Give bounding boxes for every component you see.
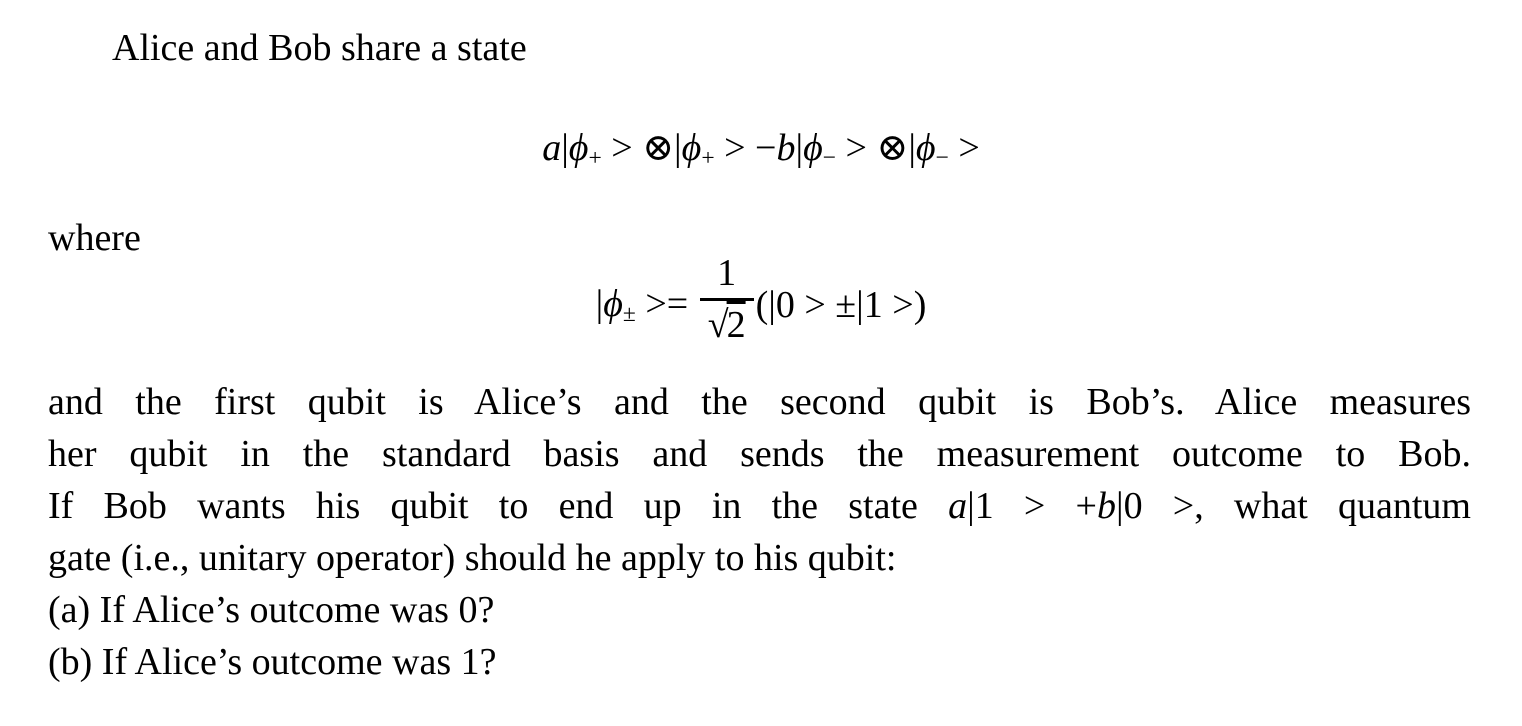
paragraph-line-2: her qubit in the standard basis and sends the measurement outcome to Bob. xyxy=(48,433,1471,475)
ket-zero: 0 xyxy=(775,283,795,326)
subscript-minus: − xyxy=(935,145,949,172)
ket-bar: | xyxy=(561,127,569,169)
intro-line: Alice and Bob share a state xyxy=(112,27,527,69)
line3-text-pre: If Bob wants his qubit to end up in the state xyxy=(48,485,949,527)
plus-symbol: + xyxy=(1075,485,1097,527)
var-b: b xyxy=(776,127,796,169)
paragraph-line-4: gate (i.e., unitary operator) should he apply to his qubit: xyxy=(48,537,897,579)
subscript-plus: + xyxy=(701,145,715,172)
phi-symbol: ϕ xyxy=(603,282,623,325)
ket-bar: | xyxy=(1115,485,1124,527)
phi-symbol: ϕ xyxy=(681,127,702,169)
ket-bar: | xyxy=(795,127,804,169)
gt-symbol: > xyxy=(948,127,980,169)
sqrt-radical-symbol: √ xyxy=(707,303,729,346)
gte-relation: >= xyxy=(635,282,698,325)
gt-symbol: > xyxy=(1142,485,1195,527)
subscript-plus: + xyxy=(588,145,602,172)
question-item-a: (a) If Alice’s outcome was 0? xyxy=(48,589,495,631)
ket-bar: | xyxy=(967,485,975,527)
gt-symbol: > xyxy=(601,127,643,169)
inline-math-target-state xyxy=(948,485,1194,527)
subscript-minus: − xyxy=(822,145,837,172)
ket-bar: | xyxy=(856,283,864,326)
fraction-denominator xyxy=(700,298,754,348)
gt-symbol: > xyxy=(836,127,877,169)
otimes-symbol: ⊗ xyxy=(642,127,675,169)
equation-shared-state xyxy=(0,122,1522,184)
paragraph-line-3 xyxy=(48,480,1471,532)
ket-one: 1 xyxy=(863,283,883,326)
eq2-right-side xyxy=(756,285,927,327)
subscript-plus-minus: ± xyxy=(622,300,636,327)
var-a: a xyxy=(542,127,562,169)
gt-symbol: > xyxy=(993,485,1076,527)
ket-one: 1 xyxy=(974,485,994,527)
ket-zero: 0 xyxy=(1123,485,1143,527)
phi-symbol: ϕ xyxy=(568,127,589,169)
sqrt-radicand: 2 xyxy=(726,303,746,346)
left-paren: ( xyxy=(755,283,769,326)
ket-bar: | xyxy=(674,127,682,169)
phi-symbol: ϕ xyxy=(915,127,936,169)
minus-symbol: − xyxy=(755,127,777,169)
ket-bar: | xyxy=(908,127,916,169)
otimes-symbol: ⊗ xyxy=(876,127,909,169)
fraction-numerator: 1 xyxy=(717,252,737,294)
question-item-b: (b) If Alice’s outcome was 1? xyxy=(48,641,497,683)
var-a: a xyxy=(948,485,968,527)
var-b: b xyxy=(1096,485,1116,527)
right-paren: ) xyxy=(913,283,927,326)
ket-bar: | xyxy=(595,282,604,325)
line3-text-post: , what quantum xyxy=(1194,485,1471,527)
where-label: where xyxy=(48,217,141,259)
phi-symbol: ϕ xyxy=(803,127,823,169)
ket-bar: | xyxy=(768,283,776,326)
gt-symbol: > xyxy=(882,283,914,326)
paragraph-line-1: and the first qubit is Alice’s and the second qubit is Bob’s. Alice measures xyxy=(48,381,1471,423)
fraction-one-over-sqrt2 xyxy=(700,252,754,347)
gt-symbol: > xyxy=(714,127,756,169)
eq2-left-side xyxy=(596,284,698,328)
equation-phi-pm-definition xyxy=(0,252,1522,347)
plus-minus-symbol: ± xyxy=(835,283,857,326)
gt-symbol: > xyxy=(794,283,836,326)
problem-paragraph xyxy=(48,376,1471,688)
